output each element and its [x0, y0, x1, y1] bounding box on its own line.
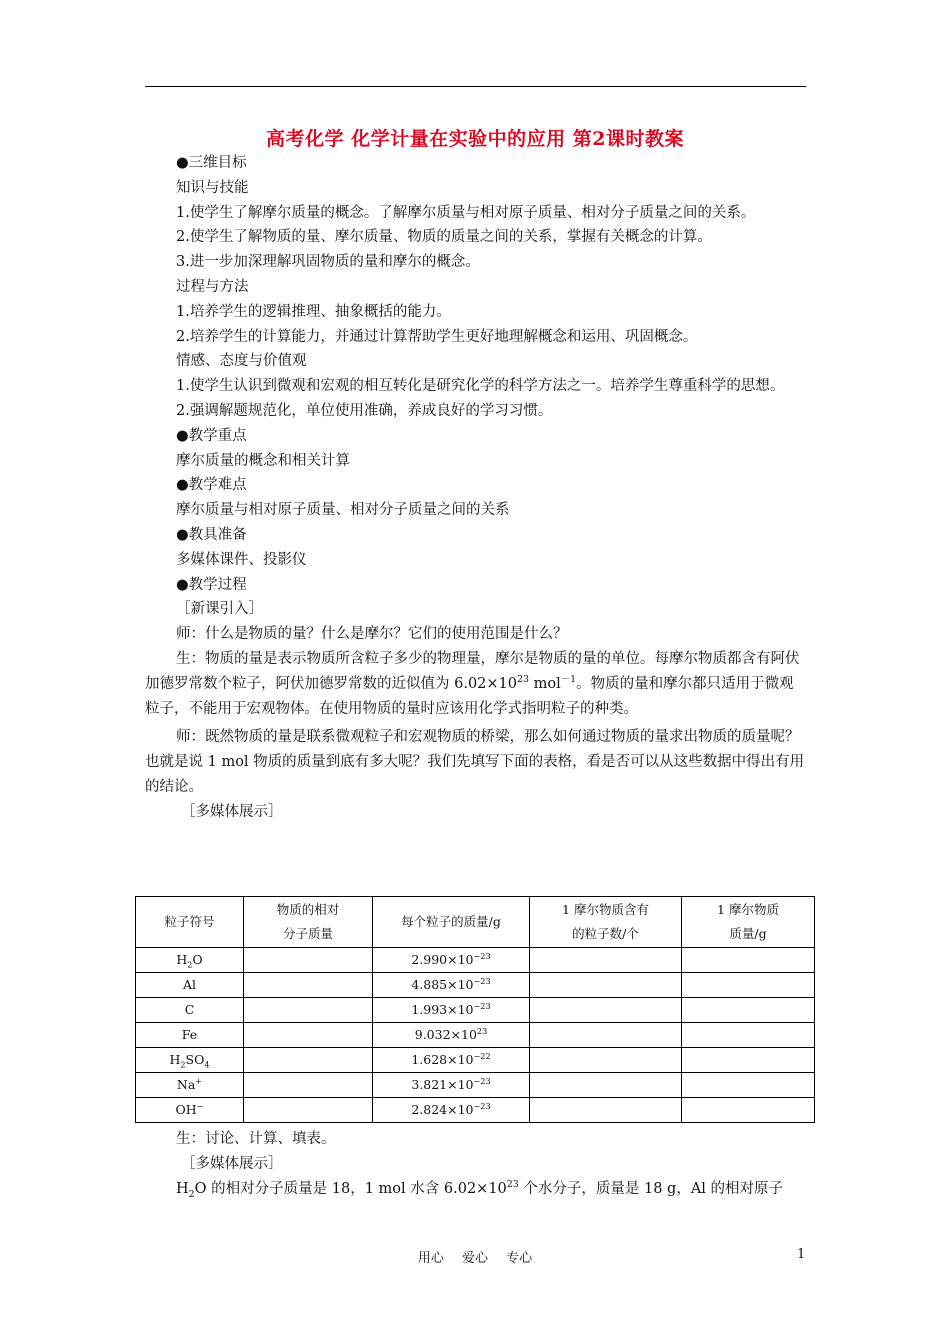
particle-mass: $1.628\times 10^{-22}$ — [373, 1048, 530, 1073]
paragraph-student-answer: 生：物质的量是表示物质所含粒子多少的物理量，摩尔是物质的量的单位。每摩尔物质都含有阿伏加德罗常数个粒子，阿伏加德罗常数的近似值为 $6.02\times 10^{23}$ mol$^{-1}$。物质的量和摩尔都只适用于微观粒子，不能用于宏观物体。在使用物质的量时应该用化学式指明粒子的种类。 — [145, 650, 800, 717]
particle-symbol: Na+ — [136, 1073, 244, 1098]
particle-mass: $4.885\times 10^{-23}$ — [373, 973, 530, 998]
particle-mass: $2.824\times 10^{-23}$ — [373, 1098, 530, 1123]
relative-mass-cell — [244, 1098, 373, 1123]
molar-mass-cell — [682, 1048, 815, 1073]
body-line: ●教学难点 — [176, 477, 247, 494]
molar-mass-cell — [682, 973, 815, 998]
table-row — [136, 1048, 815, 1073]
footer-motto: 用心 爱心 专心 — [417, 1251, 533, 1266]
table-row — [136, 1073, 815, 1098]
header-cell: 1 摩尔物质 质量/g — [682, 897, 815, 948]
multimedia-label: ［多媒体展示］ — [181, 803, 283, 820]
particle-symbol: $H_2O$ — [136, 948, 244, 973]
table-row — [136, 948, 815, 973]
body-line: 2.培养学生的计算能力，并通过计算帮助学生更好地理解概念和运用、巩固概念。 — [176, 328, 698, 345]
particle-symbol: OH− — [136, 1098, 244, 1123]
body-line: 师：什么是物质的量？什么是摩尔？它们的使用范围是什么？ — [176, 626, 568, 643]
particle-symbol: Al — [136, 973, 244, 998]
relative-mass-cell — [244, 1048, 373, 1073]
discussion-line: 生：讨论、计算、填表。 — [176, 1131, 336, 1147]
body-line: ●教学重点 — [176, 427, 247, 444]
body-line: ●教具准备 — [176, 526, 247, 543]
header-cell: 1 摩尔物质含有 的粒子数/个 — [530, 897, 682, 948]
body-line: 3.进一步加深理解巩固物质的量和摩尔的概念。 — [176, 254, 480, 271]
particle-mass: $2.990\times 10^{-23}$ — [373, 948, 530, 973]
body-line: 摩尔质量的概念和相关计算 — [176, 452, 350, 469]
particle-count-cell — [530, 1098, 682, 1123]
header-cell: 粒子符号 — [136, 897, 244, 948]
particle-count-cell — [530, 973, 682, 998]
body-line: 过程与方法 — [176, 278, 249, 295]
molar-mass-cell — [682, 948, 815, 973]
page-title: 高考化学 化学计量在实验中的应用 第2课时教案 — [266, 128, 684, 150]
particle-count-cell — [530, 1073, 682, 1098]
multimedia-label-2: ［多媒体展示］ — [181, 1156, 283, 1172]
table-row — [136, 973, 815, 998]
table-row — [136, 998, 815, 1023]
body-line: 2.强调解题规范化，单位使用准确，养成良好的学习习惯。 — [176, 402, 553, 419]
relative-mass-cell — [244, 948, 373, 973]
table-row — [136, 1098, 815, 1123]
particle-mass: $3.821\times 10^{-23}$ — [373, 1073, 530, 1098]
particle-symbol: $H_2SO_4$ — [136, 1048, 244, 1073]
h2o-line: $H_2O$ 的相对分子质量是 18，1 mol 水含 $6.02\times 10^{23}$ 个水分子，质量是 18 g，Al 的相对原子 — [176, 1179, 784, 1200]
particle-symbol: Fe — [136, 1023, 244, 1048]
molar-mass-cell — [682, 1098, 815, 1123]
body-line: ●教学过程 — [176, 576, 247, 593]
particle-count-cell — [530, 1048, 682, 1073]
particle-count-cell — [530, 948, 682, 973]
molar-mass-cell — [682, 1023, 815, 1048]
body-lines — [145, 151, 806, 647]
after-table-text — [145, 1127, 806, 1202]
relative-mass-cell — [244, 1023, 373, 1048]
body-line: 2.使学生了解物质的量、摩尔质量、物质的质量之间的关系，掌握有关概念的计算。 — [176, 229, 712, 246]
molar-mass-cell — [682, 1073, 815, 1098]
page-number: 1 — [797, 1247, 806, 1262]
relative-mass-cell — [244, 1073, 373, 1098]
relative-mass-cell — [244, 973, 373, 998]
body-line: ●三维目标 — [176, 155, 247, 171]
body-line: 多媒体课件、投影仪 — [176, 551, 307, 568]
body-line: 摩尔质量与相对原子质量、相对分子质量之间的关系 — [176, 502, 510, 519]
body-line: 情感、态度与价值观 — [176, 353, 307, 370]
paragraph-teacher-question: 师：既然物质的量是联系微观粒子和宏观物质的桥梁，那么如何通过物质的量求出物质的质量呢？也就是说 1 mol 物质的质量到底有多大呢？我们先填写下面的表格，看是否可以从这些数据中得出有用的结论。 — [145, 729, 805, 795]
header-cell: 每个粒子的质量/g — [373, 897, 530, 948]
body-line: 1.培养学生的逻辑推理、抽象概括的能力。 — [176, 303, 451, 320]
body-line: ［新课引入］ — [176, 601, 263, 618]
table-row — [136, 1023, 815, 1048]
body-line: 1.使学生了解摩尔质量的概念。了解摩尔质量与相对原子质量、相对分子质量之间的关系。 — [176, 204, 756, 221]
particle-symbol: C — [136, 998, 244, 1023]
particle-mass: $1.993\times 10^{-23}$ — [373, 998, 530, 1023]
body-line: 1.使学生认识到微观和宏观的相互转化是研究化学的科学方法之一。培养学生尊重科学的思想。 — [176, 378, 785, 395]
document-body — [145, 151, 806, 825]
table-body — [136, 948, 815, 1123]
particle-count-cell — [530, 998, 682, 1023]
header-rule — [145, 86, 806, 87]
table-header-row — [136, 897, 815, 948]
header-cell: 物质的相对 分子质量 — [244, 897, 373, 948]
body-line: 知识与技能 — [176, 179, 249, 196]
molar-mass-cell — [682, 998, 815, 1023]
relative-mass-cell — [244, 998, 373, 1023]
particle-table — [135, 896, 815, 1123]
particle-count-cell — [530, 1023, 682, 1048]
particle-mass: $9.032\times 10^{23}$ — [373, 1023, 530, 1048]
